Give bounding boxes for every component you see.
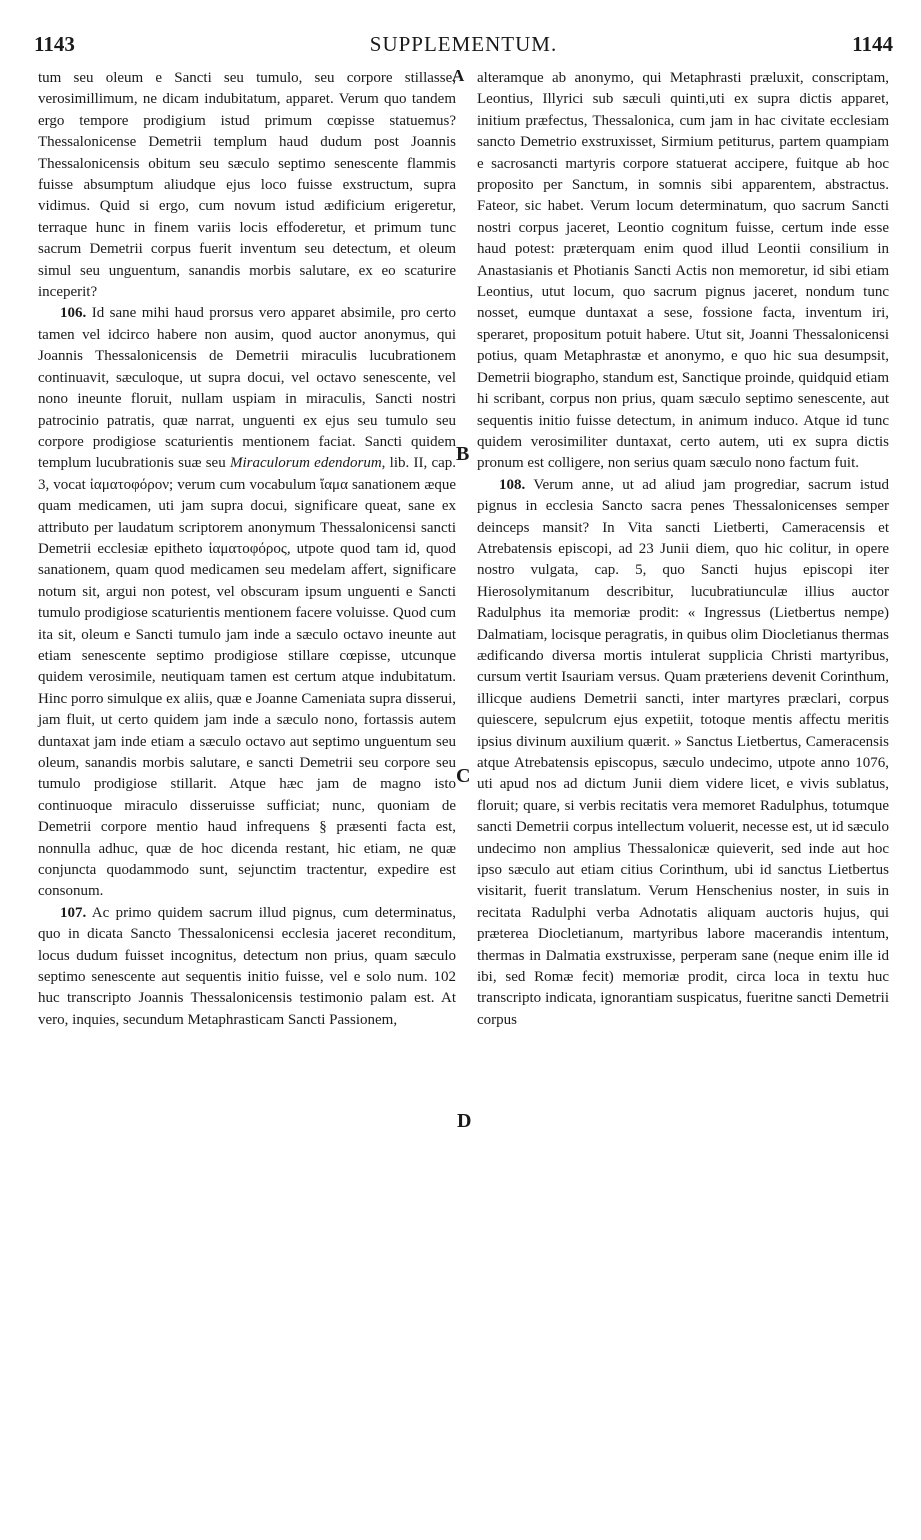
margin-marker-b: B [456, 443, 470, 465]
running-title: SUPPLEMENTUM. [369, 32, 558, 56]
italic-title: Miraculorum edendorum [229, 455, 382, 472]
margin-marker-d: D [457, 1110, 472, 1132]
page-header [34, 32, 893, 58]
paragraph-107 [38, 903, 456, 1031]
paragraph-number: 106. [60, 305, 87, 322]
paragraph-text: , lib. II, cap. 3, vocat ἰαματοφόρον; verum cum vocabulum ἴαμα sanationem æque quam medicamen, uti jam supra docui, significare queat, sane ex attributo per laudatum scriptorem anonymum Thessalonicensi sancti Demetrii ecclesiæ epitheto ἰαματοφόρος, utpote quod tam id, quod sanationem, quam quod medicamen seu medelam affert, significare notum sit, argui non potest, vel obscuram ipsum unguenti e Sancti tumulo prodigiose scaturientis mentionem facere voluisse. Quod cum ita sit, oleum e Sancti tumulo jam inde a sæculo octavo ineunte aut etiam senescente septimo prodigiose stillare cœpisse, utcunque quidem verosimile, neutiquam tamen est certum atque indubitatum. Hinc porro simulque ex aliis, quæ e Joanne Cameniata supra disserui, jam fluit, ut certo quidem jam inde a sæculo nono, fortassis autem duntaxat jam inde etiam a sæculo octavo aut septimo unguentum seu oleum, sanandis morbis salutare, e sancti Demetrii seu corpore seu tumulo prodigiose stillarit. Atque hæc jam de magno isto continuoque miraculo disseruisse sufficiat; nunc, quoniam de Demetrii corpore mentio haud infrequens § præsenti facta est, nonnulla adhuc, quæ de hoc dicenda restant, hic etiam, ne quæ conjuncta quodammodo sunt, sejunctim tractentur, expedire est consonum. [38, 455, 457, 900]
right-column [477, 68, 889, 1031]
margin-marker-a: A [452, 66, 465, 85]
page-number-left: 1143 [34, 32, 75, 56]
paragraph-continuation: tum seu oleum e Sancti seu tumulo, seu corpore stillasse, verosimillimum, ne dicam indubitatum, apparet. Verum quo tandem ergo tempore prodigium istud primum cœpisse statuemus? Thessalonicense Demetrii templum haud dudum post Joannis Thessalonicensis obitum seu sæculo septimo senescente flammis fuisse absumptum aliudque ejus loco fuisse exstructum, supra vidimus. Quid si ergo, cum novum istud ædificium erigeretur, terraque hunc in finem variis locis effoderetur, et primum tunc sacrum Demetrii corpus fuerit inventum seu detectum, et oleum simul seu unguentum, sanandis morbis salutare, ex eo scaturire inceperit? [38, 70, 456, 301]
paragraph-108 [477, 475, 889, 1032]
paragraph-text: Verum anne, ut ad aliud jam progrediar, sacrum istud pignus in ecclesia Sancto sacra penes Thessalonicenses semper deinceps mansit? In Vita sancti Lietberti, Cameracensis et Atrebatensis episcopi, ad 23 Junii diem, quo hic colitur, in opere nostro vulgata, cap. 5, quo Sancti hujus episcopi iter Hierosolymitanum describitur, lucubratiunculæ illius auctor Radulphus ita memoriæ prodit: « Ingressus (Lietbertus nempe) Dalmatiam, locisque peragratis, in quibus olim Diocletianus thermas ædificando diversa mortis intulerat supplicia Christi martyribus, cursum vertit Isauriam versus. Quam præteriens devenit Corinthum, illicque audiens Demetrii sancti, inter martyres præclari, corpus quiescere, sepulcrum ejus expetiit, totoque mentis affectu meritis ipsius divinum auxilium quærit. » Sanctus Lietbertus, Cameracensis atque Atrebatensis episcopus, sæculo undecimo, utpote anno 1076, uti apud nos ad dictum Junii diem videre licet, e vivis sublatus, floruit; quare, si verbis recitatis vera memoret Radulphus, totumque sancti Demetrii corpus intellectum voluerit, necesse est, ut id sæculo undecimo non amplius Thessalonicæ quieverit, sed inde aut hoc ipso sæculo aut etiam citius Corinthum, ubi id sanctus Lietbertus visitarit, fuerit translatum. Verum Henschenius noster, in suis in recitata Radulphi verba Adnotatis aliquam auctoris hujus, qui præterea Diocletianum, martyribus labore macerandis intentum, thermas in Dalmatia exstruxisse, perperam sane (neque enim ille id ibi, sed Romæ fecit) memoriæ prodit, circa loca in textu huc transcripto indicata, ignorantiam suspicatus, fueritne sancti Demetrii corpus [477, 476, 889, 1028]
paragraph-text: Id sane mihi haud prorsus vero apparet absimile, pro certo tamen vel idcirco habere non ausim, quod auctor anonymus, qui Joannis Thessalonicensis de Demetrii miraculis lucubrationem continuavit, sæculoque, ut supra docui, vel octavo senescente, vel nono ineunte floruit, nullam uspiam in miraculis, Sancti nostri patrocinio patratis, quæ narrat, unguenti ex ejus seu tumulo seu corpore prodigiose scaturientis mentionem faciat. Sancti quidem templum lucubrationis suæ seu [38, 305, 457, 472]
left-column [38, 68, 456, 1031]
paragraph-106 [38, 303, 456, 902]
paragraph-continuation: alteramque ab anonymo, qui Metaphrasti præluxit, conscriptam, Leontius, Illyrici sub sæculi quinti,uti ex supra dictis apparet, initium præfectus, Thessalonica, cum jam in hac civitate ecclesiam sancto Demetrio exstruxisset, Sirmium petiturus, partem quampiam e sacrosancti martyris corpore statuerat accipere, fuitque ab hoc proposito per Sanctum, in somnis sibi apparentem, abstractus. Fateor, sic habet. Verum locum determinatum, quo sacrum Sancti nostri corpus jaceret, Leontio cognitum fuisse, certum inde esse haud potest: præterquam enim quod illud Leontii consilium in Anastasianis et Photianis Sancti Actis non memoretur, id sibi etiam Leontius, utut locum, quo sacrum pignus jaceret, nondum tunc nosset, eumque duntaxat a sese, fossione facta, inventum iri, speraret, propositum potuit habere. Utut sit, Joanni Thessalonicensi potius, quam Metaphrastæ et anonymo, e quo hic sua desumpsit, Demetrii biographo, standum est, Sanctique proinde, quidquid etiam hi scribant, corpus non prius, quam sæculo septimo senescente, aut sequentis initio fuisse detectum, in animum induco. Atque id tunc quidem verosimiliter duntaxat, certo autem, uti ex supra dictis pronum est colligere, non serius quam sæculo nono factum fuit. [477, 70, 889, 472]
paragraph-number: 108. [499, 476, 526, 493]
paragraph-text: Ac primo quidem sacrum illud pignus, cum determinatus, quo in dicata Sancto Thessalonicensi ecclesia jaceret reconditum, locus dudum fuisset incognitus, detectum non prius, quam sæculo septimo senescente aut sequentis initio fuisse, vel e solo num. 102 huc transcripto Joannis Thessalonicensis testimonio palam est. At vero, inquies, secundum Metaphrasticam Sancti Passionem, [38, 904, 456, 1028]
margin-marker-c: C [456, 765, 471, 787]
paragraph-number: 107. [60, 904, 87, 921]
page-number-right: 1144 [852, 32, 893, 56]
